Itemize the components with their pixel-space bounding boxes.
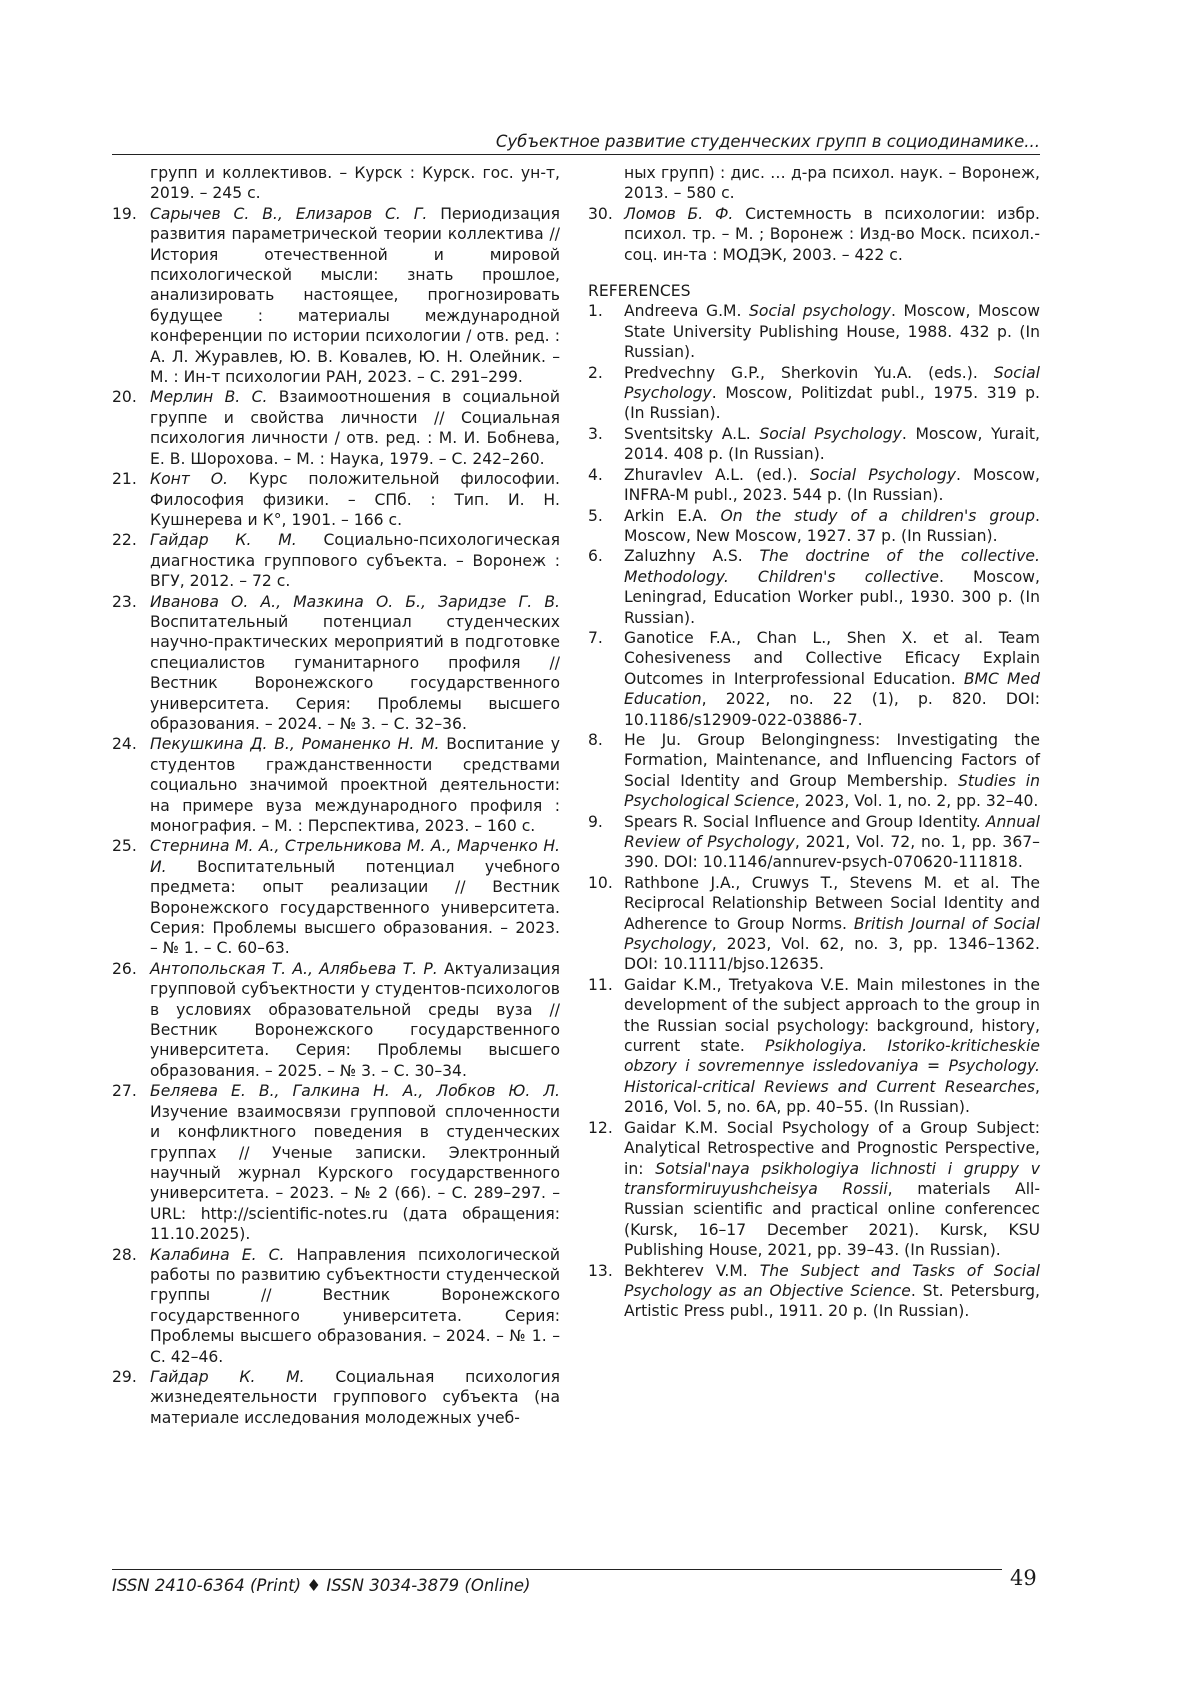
reference-text <box>624 873 1040 975</box>
reference-lead: Spears R. Social Influence and Group Identity. <box>624 812 986 831</box>
reference-text <box>624 628 1040 730</box>
reference-text <box>150 734 560 836</box>
reference-authors: Мерлин В. С. <box>150 388 268 407</box>
reference-tail: . Moscow, Yurait, 2014. 408 p. (In Russian). <box>624 424 1040 464</box>
reference-item <box>588 546 1040 628</box>
reference-tail: , 2021, Vol. 72, no. 1, pp. 367–390. DOI: 10.1146/annurev-psych-070620-111818. <box>624 833 1040 872</box>
reference-item <box>588 812 1040 873</box>
reference-text <box>624 1118 1040 1261</box>
left-column <box>112 163 560 1428</box>
reference-tail: . Moscow, Politizdat publ., 1975. 319 p. (In Russian). <box>624 384 1040 423</box>
reference-lead: Zhuravlev A.L. (ed.). <box>624 465 810 484</box>
reference-authors: Конт О. <box>150 470 228 489</box>
reference-number: 6. <box>588 547 603 566</box>
reference-lead: Andreeva G.M. <box>624 302 750 321</box>
reference-body: Социально-психологическая диагностика группового субъекта. – Воронеж : ВГУ, 2012. – 72 с. <box>150 531 560 591</box>
reference-tail: . Moscow, Moscow State University Publishing House, 1988. 432 p. (In Russian). <box>624 302 1040 362</box>
reference-body: Актуализация групповой субъектности у студентов-психологов в условиях образовательной среды вуза // Вестник Воронежского государственного университета. Серия: Проблемы высшего образования. – 2025. – № 3. – С. 30–34. <box>150 959 560 1080</box>
reference-text <box>624 424 1040 465</box>
reference-number: 3. <box>588 424 603 443</box>
reference-body: Воспитательный потенциал студенческих научно-практических мероприятий в подготовке специалистов гуманитарного профиля // Вестник Воронежского государственного университета. Серия: Проблемы высшего образования. – 2024. – № 3. – С. 32–36. <box>150 612 560 733</box>
reference-text <box>624 730 1040 812</box>
reference-number: 30. <box>588 204 613 223</box>
reference-number: 22. <box>112 531 137 550</box>
reference-text <box>150 592 560 735</box>
reference-lead: Gaidar K.M. Social Psychology of a Group Subject: Analytical Retrospective and Prognostic Perspective, in: <box>624 1118 1040 1178</box>
reference-lead: He Ju. Group Belongingness: Investigating the Formation, Maintenance, and Influencing Factors of Social Identity and Group Membership. <box>624 730 1040 790</box>
reference-item <box>588 465 1040 506</box>
reference-text <box>150 959 560 1081</box>
reference-number: 13. <box>588 1261 613 1280</box>
reference-authors: Сарычев С. В., Елизаров С. Г. <box>150 204 428 223</box>
reference-text <box>624 812 1040 873</box>
left-continuation-text: групп и коллективов. – Курск : Курск. гос. ун-т, 2019. – 245 с. <box>150 164 560 203</box>
reference-number: 9. <box>588 812 603 831</box>
reference-text <box>624 465 1040 506</box>
reference-authors: Гайдар К. М. <box>150 1367 305 1386</box>
reference-tail: , 2023, Vol. 62, no. 3, pp. 1346–1362. DOI: 10.1111/bjso.12635. <box>624 935 1040 974</box>
reference-body: Изучение взаимосвязи групповой сплоченности и конфликтного поведения в студенческих группах // Ученые записки. Электронный научный журнал Курского государственного университета. – 2023. – № 2 (66). – С. 289–297. – URL: http://scientific-notes.ru (дата обращения: 11.10.2025). <box>150 1102 560 1244</box>
reference-item <box>588 1118 1040 1261</box>
reference-item <box>588 975 1040 1118</box>
reference-item <box>112 387 560 469</box>
reference-item <box>588 730 1040 812</box>
reference-number: 1. <box>588 302 603 321</box>
reference-authors: Антопольская Т. А., Алябьева Т. Р. <box>150 959 438 978</box>
reference-number: 11. <box>588 975 613 994</box>
reference-body: Системность в психологии: избр. психол. тр. – М. ; Воронеж : Изд-во Моск. психол.-соц. ин-та : МОДЭК, 2003. – 422 с. <box>624 204 1040 264</box>
reference-text <box>624 1261 1040 1322</box>
reference-tail: . Moscow, New Moscow, 1927. 37 p. (In Russian). <box>624 506 1040 545</box>
reference-text <box>150 1081 560 1244</box>
reference-title-italic: Social Psychology <box>759 424 902 443</box>
reference-number: 8. <box>588 730 603 749</box>
reference-number: 23. <box>112 592 137 611</box>
reference-number: 27. <box>112 1082 137 1101</box>
reference-number: 5. <box>588 506 603 525</box>
reference-title-italic: Social psychology <box>749 302 892 321</box>
reference-authors: Гайдар К. М. <box>150 531 297 550</box>
reference-body: Социальная психология жизнедеятельности группового субъекта (на материале исследования молодежных учеб- <box>150 1367 561 1427</box>
reference-tail: , 2022, no. 22 (1), p. 820. DOI: 10.1186/s12909-022-03886-7. <box>624 690 1040 729</box>
right-column <box>588 163 1040 1322</box>
reference-number: 2. <box>588 363 603 382</box>
reference-title-italic: Social Psychology <box>809 465 956 484</box>
reference-title-italic: The doctrine of the collective. Methodology. Children's collective <box>624 547 1040 586</box>
reference-number: 20. <box>112 388 137 407</box>
reference-number: 25. <box>112 837 137 856</box>
reference-authors: Стернина М. А., Стрельникова М. А., Марченко Н. И. <box>150 837 560 876</box>
reference-text <box>624 546 1040 628</box>
reference-text <box>150 836 560 958</box>
reference-title-italic: British Journal of Social Psychology <box>624 914 1040 954</box>
reference-text <box>150 204 560 388</box>
reference-body: Периодизация развития параметрической теории коллектива // История отечественной и мировой психологической мысли: знать прошлое, анализировать настоящее, прогнозировать будущее : материалы международной конференции по истории психологии / отв. ред. : А. Л. Журавлев, Ю. В. Ковалев, Ю. Н. Олейник. – М. : Ин-т психологии РАН, 2023. – С. 291–299. <box>150 204 560 387</box>
reference-number: 7. <box>588 628 603 647</box>
reference-item <box>588 873 1040 975</box>
page-number: 49 <box>1010 1566 1037 1590</box>
reference-authors: Калабина Е. С. <box>150 1245 285 1264</box>
reference-item <box>112 530 560 591</box>
footer-issn: ISSN 2410-6364 (Print) ♦ ISSN 3034-3879 (Online) <box>112 1576 531 1595</box>
reference-number: 4. <box>588 465 603 484</box>
reference-title-italic: Psikhologiya. Istoriko-kriticheskie obzory i sovremennye issledovaniya = Psychology. Historical-critical Reviews and Current Researches <box>624 1037 1040 1096</box>
reference-item <box>112 959 560 1081</box>
reference-authors: Ломов Б. Ф. <box>624 204 734 223</box>
reference-lead: Sventsitsky A.L. <box>624 424 760 443</box>
reference-text <box>624 363 1040 424</box>
running-title: Субъектное развитие студенческих групп в социодинамике... <box>495 132 1040 151</box>
reference-number: 19. <box>112 204 137 223</box>
reference-item <box>112 1367 560 1428</box>
reference-item <box>112 592 560 735</box>
reference-tail: , 2023, Vol. 1, no. 2, pp. 32–40. <box>794 792 1039 811</box>
reference-tail: . Moscow, Leningrad, Education Worker publ., 1930. 300 p. (In Russian). <box>624 567 1040 627</box>
reference-title-italic: Studies in Psychological Science <box>624 771 1040 811</box>
reference-text <box>150 530 560 591</box>
reference-authors: Беляева Е. В., Галкина Н. А., Лобков Ю. Л. <box>150 1082 560 1101</box>
header-rule <box>112 154 1040 155</box>
reference-lead: Gaidar K.M., Tretyakova V.E. Main milestones in the development of the subject approach to the group in the Russian social psychology: background, history, current state. <box>624 975 1040 1056</box>
reference-text <box>150 387 560 469</box>
reference-number: 10. <box>588 873 613 892</box>
reference-tail: , 2016, Vol. 5, no. 6A, pp. 40–55. (In Russian). <box>624 1077 1040 1117</box>
reference-tail: , materials All-Russian scientific and practical online conferencec (Kursk, 16–17 December 2021). Kursk, KSU Publishing House, 2021, pp. 39–43. (In Russian). <box>624 1179 1040 1260</box>
reference-lead: Predvechny G.P., Sherkovin Yu.A. (eds.). <box>624 363 994 382</box>
reference-title-italic: On the study of a children's group <box>720 506 1036 525</box>
reference-body: Воспитательный потенциал учебного предмета: опыт реализации // Вестник Воронежского государственного университета. Серия: Проблемы высшего образования. – 2023. – № 1. – С. 60–63. <box>150 857 560 958</box>
reference-item <box>112 469 560 530</box>
reference-title-italic: The Subject and Tasks of Social Psychology as an Objective Science <box>624 1261 1040 1300</box>
reference-item <box>112 1245 560 1367</box>
reference-text <box>150 469 560 530</box>
references-heading: REFERENCES <box>588 282 691 301</box>
reference-number: 26. <box>112 959 137 978</box>
reference-item <box>588 363 1040 424</box>
reference-item <box>112 836 560 958</box>
reference-item <box>588 424 1040 465</box>
reference-body: Направления психологической работы по развитию субъектности студенческой группы // Вестник Воронежского государственного университета. Серия: Проблемы высшего образования. – 2024. – № 1. – С. 42–46. <box>150 1245 560 1366</box>
footer-rule <box>112 1569 1002 1570</box>
reference-number: 29. <box>112 1367 137 1386</box>
reference-number: 28. <box>112 1245 137 1264</box>
reference-number: 12. <box>588 1118 613 1137</box>
reference-lead: Arkin E.A. <box>624 506 721 525</box>
reference-title-italic: Sotsial'naya psikhologiya lichnosti i gruppy v transformiruyushcheisya Rossii <box>624 1159 1040 1198</box>
reference-title-italic: Social Psychology <box>624 363 1040 403</box>
reference-item <box>112 734 560 836</box>
reference-item <box>112 1081 560 1244</box>
reference-number: 24. <box>112 735 137 754</box>
right-continuation-text: ных групп) : дис. … д-ра психол. наук. – Воронеж, 2013. – 580 с. <box>624 164 1040 203</box>
reference-item <box>588 506 1040 547</box>
reference-body: Курс положительной философии. Философия физики. – СПб. : Тип. И. Н. Кушнерева и К°, 1901. – 166 с. <box>150 470 560 529</box>
reference-tail: . Moscow, INFRA-M publ., 2023. 544 p. (In Russian). <box>624 465 1040 505</box>
reference-authors: Иванова О. А., Мазкина О. Б., Заридзе Г. В. <box>150 592 560 611</box>
reference-item <box>588 628 1040 730</box>
reference-lead: Ganotice F.A., Chan L., Shen X. et al. Team Cohesiveness and Collective Eficacy Explain Outcomes in Interprofessional Education. <box>624 628 1040 688</box>
reference-item <box>588 204 1040 265</box>
reference-body: Взаимоотношения в социальной группе и свойства личности // Социальная психология личности / отв. ред. : М. И. Бобнева, Е. В. Шорохова. – М. : Наука, 1979. – С. 242–260. <box>150 388 560 468</box>
reference-body: Воспитание у студентов гражданственности средствами социально значимой проектной деятельности: на примере вуза международного профиля : монография. – М. : Перспектива, 2023. – 160 с. <box>150 735 560 835</box>
reference-number: 21. <box>112 470 137 489</box>
reference-title-italic: Annual Review of Psychology <box>624 812 1040 851</box>
reference-item <box>588 301 1040 362</box>
reference-title-italic: BMC Med Education <box>624 669 1040 709</box>
reference-item <box>588 1261 1040 1322</box>
reference-text <box>624 975 1040 1118</box>
reference-lead: Bekhterev V.M. <box>624 1261 760 1280</box>
reference-text <box>150 1367 560 1428</box>
reference-text <box>624 301 1040 362</box>
reference-text <box>150 1245 560 1367</box>
reference-authors: Пекушкина Д. В., Романенко Н. М. <box>150 735 440 754</box>
reference-item <box>112 204 560 388</box>
reference-tail: . St. Petersburg, Artistic Press publ., 1911. 20 p. (In Russian). <box>624 1281 1040 1321</box>
reference-lead: Rathbone J.A., Cruwys T., Stevens M. et al. The Reciprocal Relationship Between Social Identity and Adherence to Group Norms. <box>624 873 1040 933</box>
reference-text <box>624 506 1040 547</box>
reference-lead: Zaluzhny A.S. <box>624 547 760 566</box>
reference-text <box>624 204 1040 265</box>
